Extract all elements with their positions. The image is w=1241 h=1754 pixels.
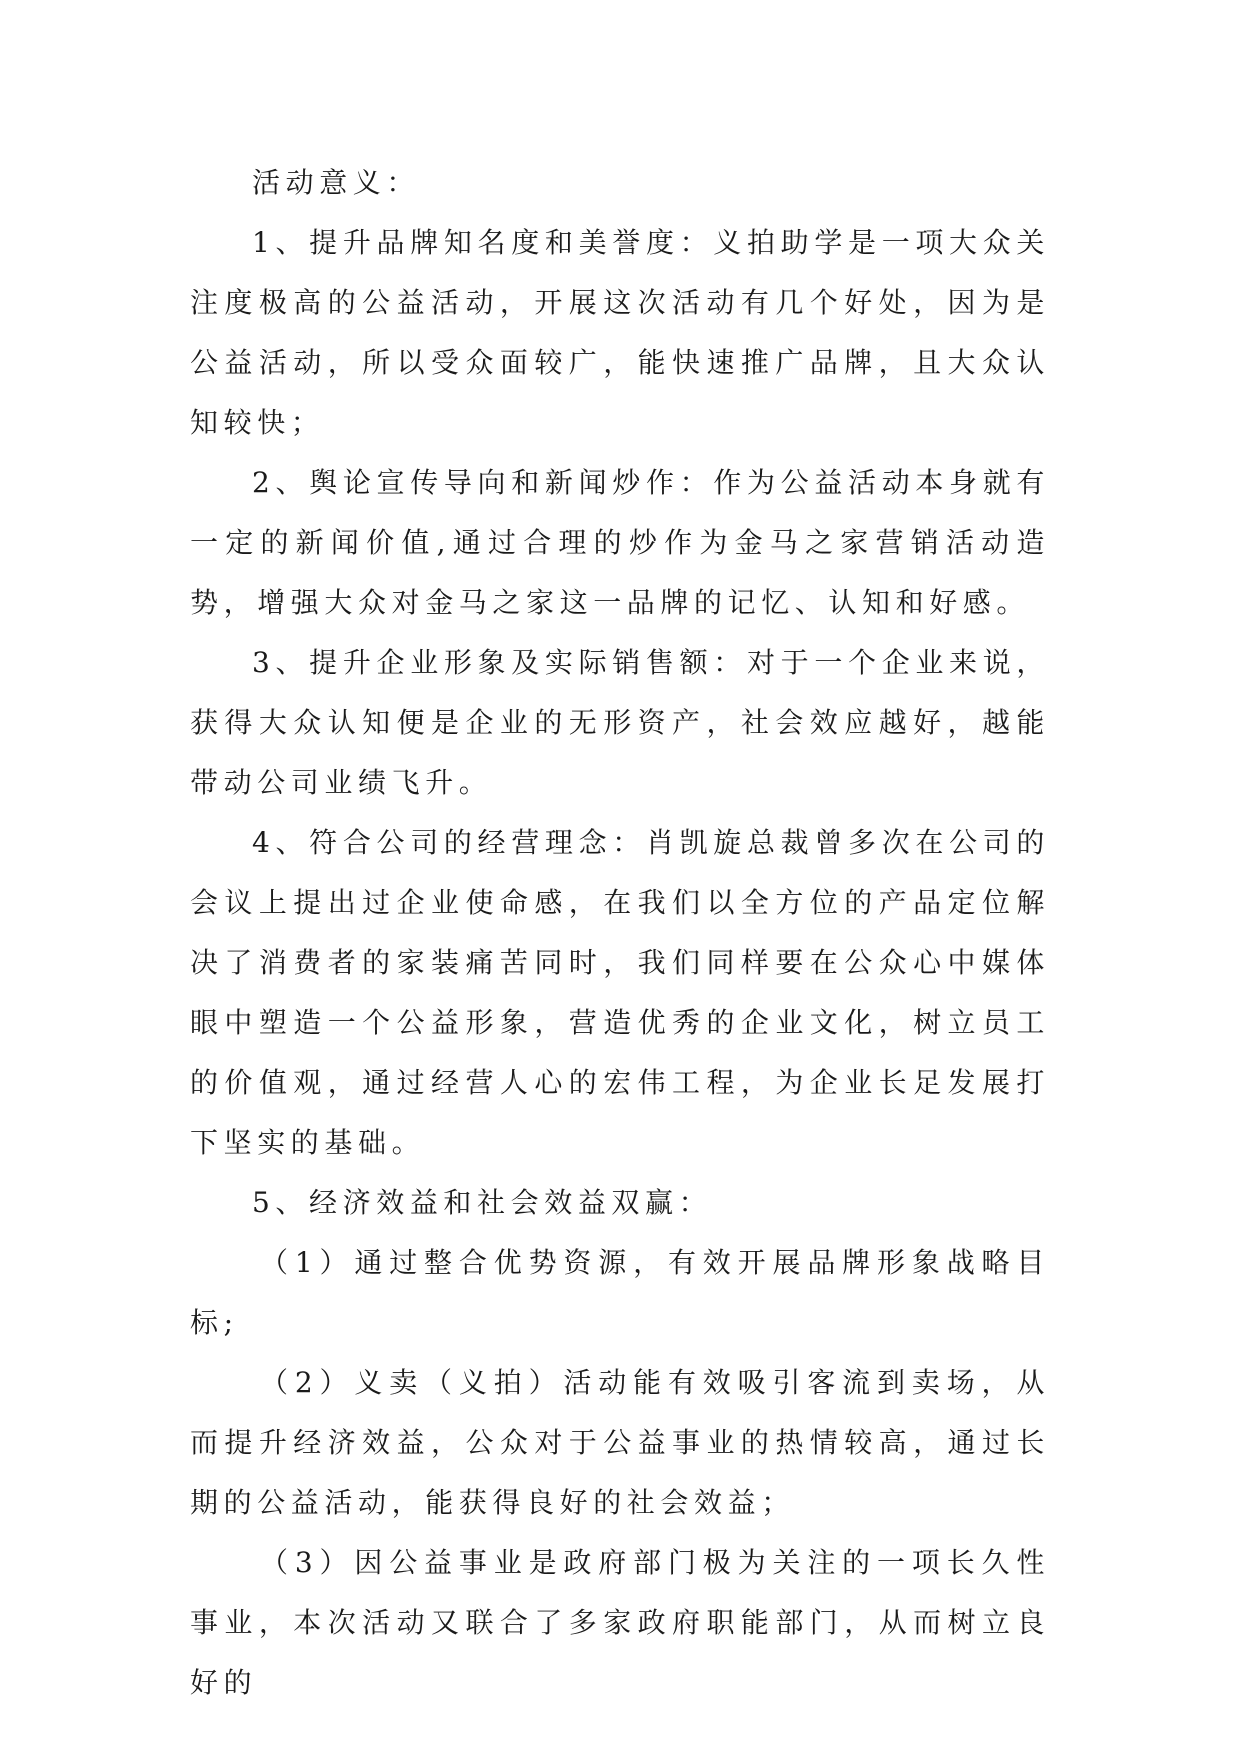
paragraph-point-3: 3、提升企业形象及实际销售额：对于一个企业来说，获得大众认知便是企业的无形资产，社会效应越好，越能带动公司业绩飞升。 <box>190 646 1050 799</box>
document-body <box>190 153 1050 1713</box>
paragraph-point-5: 5、经济效益和社会效益双赢： <box>252 1186 713 1219</box>
paragraph-subpoint-2: （2）义卖（义拍）活动能有效吸引客流到卖场，从而提升经济效益，公众对于公益事业的热情较高，通过长期的公益活动，能获得良好的社会效益； <box>190 1366 1050 1519</box>
section-heading: 活动意义： <box>252 166 421 199</box>
paragraph-subpoint-1: （1）通过整合优势资源，有效开展品牌形象战略目标; <box>190 1246 1050 1339</box>
paragraph-point-2: 2、舆论宣传导向和新闻炒作：作为公益活动本身就有一定的新闻价值,通过合理的炒作为金马之家营销活动造势，增强大众对金马之家这一品牌的记忆、认知和好感。 <box>190 466 1050 619</box>
paragraph-point-4: 4、符合公司的经营理念：肖凯旋总裁曾多次在公司的会议上提出过企业使命感，在我们以全方位的产品定位解决了消费者的家装痛苦同时，我们同样要在公众心中媒体眼中塑造一个公益形象，营造优秀的企业文化，树立员工的价值观，通过经营人心的宏伟工程，为企业长足发展打下坚实的基础。 <box>190 826 1050 1159</box>
paragraph-subpoint-3: （3）因公益事业是政府部门极为关注的一项长久性事业，本次活动又联合了多家政府职能部门，从而树立良好的 <box>190 1546 1050 1699</box>
paragraph-point-1: 1、提升品牌知名度和美誉度：义拍助学是一项大众关注度极高的公益活动，开展这次活动有几个好处，因为是公益活动，所以受众面较广，能快速推广品牌，且大众认知较快； <box>190 226 1050 439</box>
